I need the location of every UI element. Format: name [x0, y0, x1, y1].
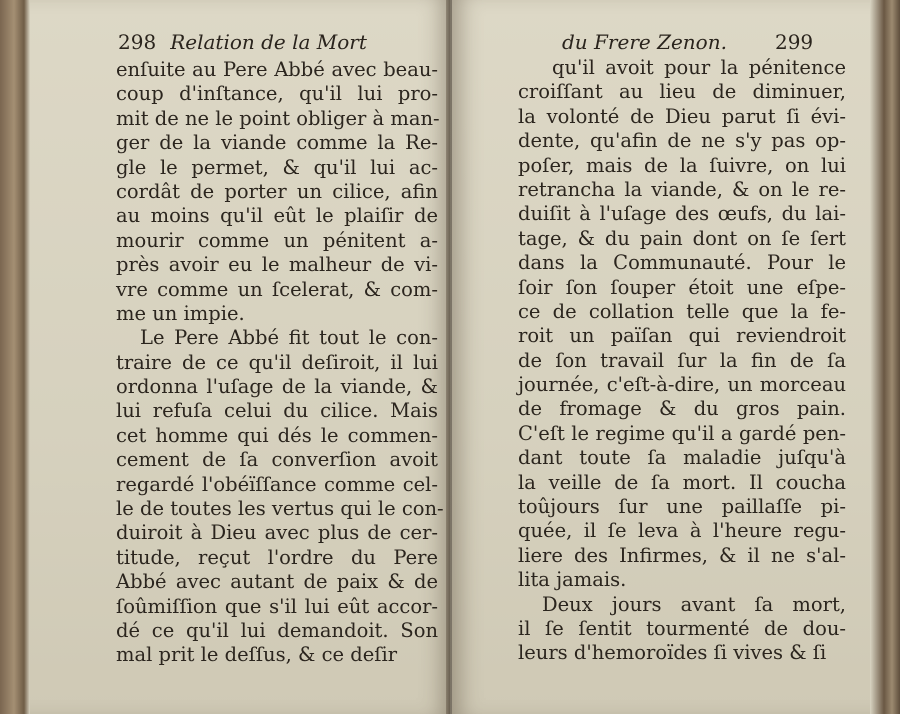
right-running-head-title: du Frere Zenon.: [562, 30, 727, 54]
text-line: C'eſt le regime qu'il a gardé pen-: [518, 421, 846, 445]
text-line: duiſit à l'uſage des œufs, du lai-: [518, 202, 846, 226]
text-line: de ſon travail ſur la fin de ſa: [518, 348, 846, 372]
text-line: cordât de porter un cilice, afin: [116, 179, 438, 203]
right-page: [452, 0, 870, 714]
text-line: coup d'inſtance, qu'il lui pro-: [116, 82, 438, 106]
text-line: la veille de ſa mort. Il coucha: [518, 470, 846, 494]
text-line: au moins qu'il eût le plaiſir de: [116, 204, 438, 228]
text-line: dente, qu'afin de ne s'y pas op-: [518, 129, 846, 153]
text-line: cet homme qui dés le commen-: [116, 423, 438, 447]
text-line: dant toute ſa maladie juſqu'à: [518, 446, 846, 470]
text-line: mourir comme un pénitent a-: [116, 228, 438, 252]
text-line: Le Pere Abbé fit tout le con-: [140, 326, 438, 350]
text-line: ſoûmiſſion que s'il lui eût accor-: [116, 594, 438, 618]
text-line: lui refuſa celui du cilice. Mais: [116, 399, 438, 423]
text-line: titude, reçut l'ordre du Pere: [116, 545, 438, 569]
text-line: ce de collation telle que la fe-: [518, 299, 846, 323]
text-line: lita jamais.: [518, 568, 627, 592]
text-line: tage, & du pain dont on ſe ſert: [518, 226, 846, 250]
text-line: Abbé avec autant de paix & de: [116, 570, 438, 594]
text-line: ordonna l'uſage de la viande, &: [116, 375, 438, 399]
left-page: [30, 0, 450, 714]
left-body-text: [116, 58, 444, 668]
text-line: toûjours ſur une paillaſſe pi-: [518, 495, 846, 519]
left-page-number: 298: [118, 30, 157, 54]
left-running-head: [118, 30, 367, 54]
text-line: Deux jours avant ſa mort,: [542, 592, 846, 616]
text-line: mit de ne le point obliger à man-: [116, 106, 440, 130]
text-line: ſoir ſon ſouper étoit une eſpe-: [518, 275, 846, 299]
text-line: liere des Infirmes, & il ne s'al-: [518, 543, 846, 567]
right-page-number: 299: [774, 30, 814, 54]
text-line: cement de ſa converſion avoit: [116, 448, 438, 472]
text-line: il ſe ſentit tourmenté de dou-: [518, 616, 846, 640]
text-line: mal prit le deſſus, & ce deſir: [116, 643, 398, 667]
text-line: journée, c'eſt-à-dire, un morceau: [518, 373, 846, 397]
right-running-head: [562, 30, 813, 54]
text-line: qu'il avoit pour la pénitence: [552, 56, 846, 79]
text-line: dans la Communauté. Pour le: [518, 251, 846, 275]
right-body-text: [518, 56, 846, 666]
text-line: gle le permet, & qu'il lui ac-: [116, 155, 438, 179]
text-line: retrancha la viande, & on le re-: [518, 177, 846, 201]
text-line: le de toutes les vertus qui le con-: [116, 497, 444, 521]
text-line: roit un païſan qui reviendroit: [518, 324, 846, 348]
text-line: me un impie.: [116, 301, 245, 325]
text-line: regardé l'obéïſſance comme cel-: [116, 472, 438, 496]
text-line: enſuite au Pere Abbé avec beau-: [116, 58, 438, 81]
text-line: dé ce qu'il lui demandoit. Son: [116, 618, 438, 642]
text-line: duiroit à Dieu avec plus de cer-: [116, 521, 438, 545]
text-line: quée, il ſe leva à l'heure regu-: [518, 519, 846, 543]
text-line: traire de ce qu'il deſiroit, il lui: [116, 350, 438, 374]
text-line: près avoir eu le malheur de vi-: [116, 253, 438, 277]
text-line: croiſſant au lieu de diminuer,: [518, 80, 846, 104]
text-line: ger de la viande comme la Re-: [116, 131, 438, 155]
text-line: vre comme un ſcelerat, & com-: [116, 277, 438, 301]
text-line: leurs d'hemoroïdes ſi vives & ſi: [518, 641, 827, 665]
text-line: poſer, mais de la ſuivre, on lui: [518, 153, 846, 177]
text-line: la volonté de Dieu parut ſi évi-: [518, 104, 846, 128]
left-running-head-title: Relation de la Mort: [170, 30, 367, 54]
text-line: de fromage & du gros pain.: [518, 397, 846, 421]
